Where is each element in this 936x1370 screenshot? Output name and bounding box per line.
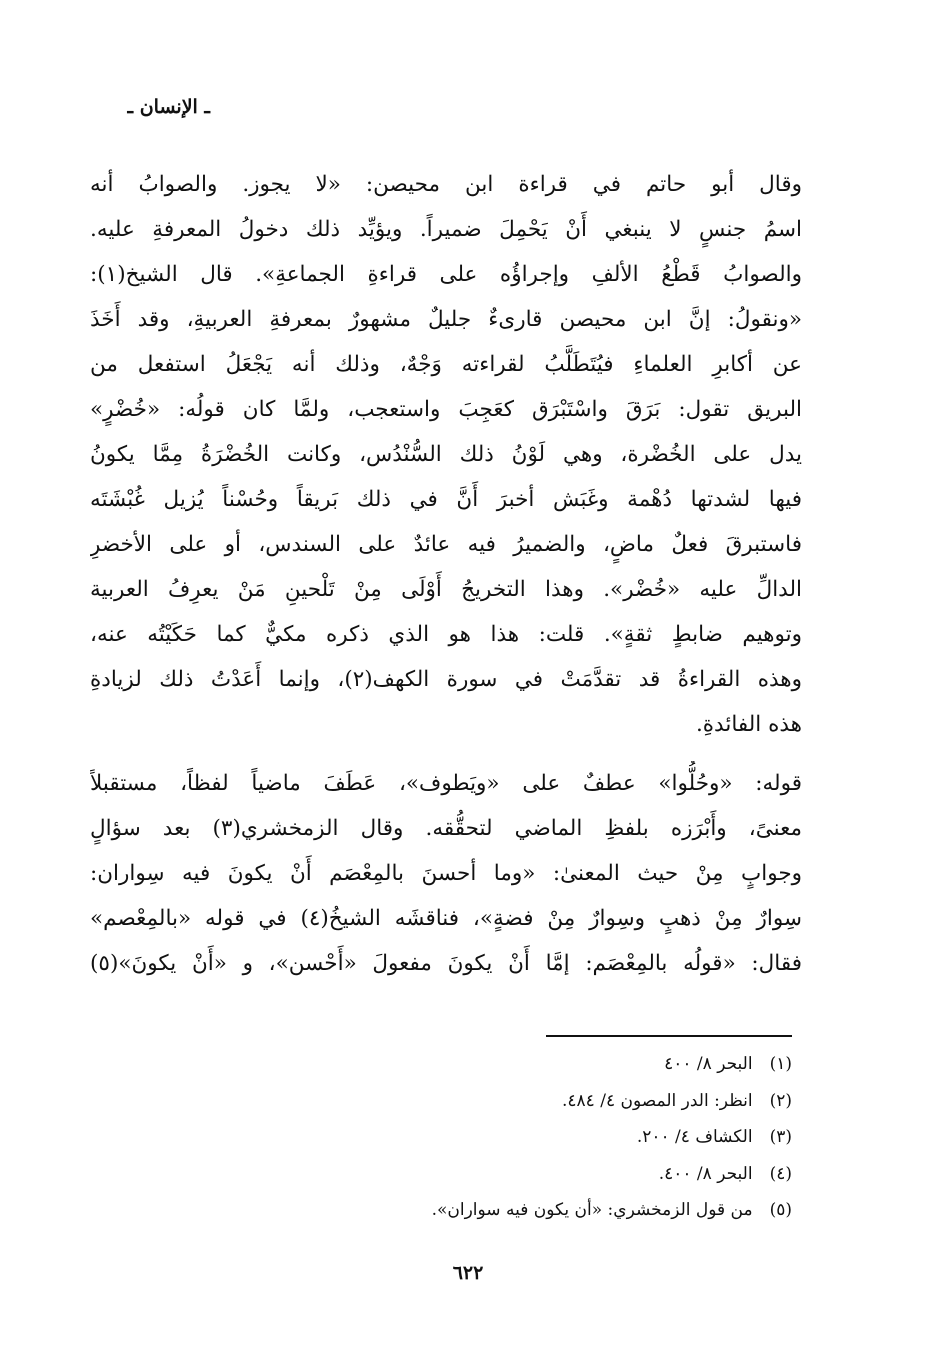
footnote	[380, 1046, 792, 1083]
footnote-number: (١)	[769, 1054, 792, 1074]
text-line: فقال: «قولُه بالمِعْصَم: إمَّا أَنْ يكونَ مفعولَ «أَحْسن»، و «أَنْ يكونَ»(٥)	[90, 951, 802, 976]
footnote-number: (٥)	[769, 1200, 792, 1220]
text-line: فيها لشدتها دُهْمة وغَبَش أخبرَ أَنَّ في ذلك بَريقاً وحُسْناً يُزيل غُبْشَتَه	[90, 487, 802, 512]
footnote-number: (٢)	[769, 1090, 792, 1111]
footnote-text: البحر ٨/ ٤٠٠.	[658, 1163, 753, 1184]
text-line: معنىً، وأَبْرَزه بلفظِ الماضي لتحقُّقه. وقال الزمخشري(٣) بعد سؤالٍ	[90, 816, 802, 841]
text-line: وقال أبو حاتم في قراءة ابن محيصن: «لا يجوز. والصوابُ أنه	[90, 172, 802, 197]
text-line: فاستبرقَ فعلٌ ماضٍ، والضميرُ فيه عائدٌ على السندس، أو على الأخضرِ	[90, 532, 802, 557]
footnote	[380, 1119, 792, 1156]
text-line: والصوابُ قَطْعُ الألفِ وإجراؤُه على قراءةِ الجماعةِ». قال الشيخ(١):	[90, 262, 802, 287]
text-line: قوله: «وحُلُّوا» عطفٌ على «ويَطوف»، عَطَفَ ماضياً لفظاً، مستقبلاً	[90, 771, 802, 796]
paragraph-1	[90, 162, 802, 747]
text-line: عن أكابرِ العلماءِ فيُتَطَلَّبُ لقراءته وَجْهٌ، وذلك أنه يَجْعَلُ استفعل من	[90, 352, 802, 377]
text-line: وهذه القراءةُ قد تقدَّمَتْ في سورة الكهف(٢)، وإنما أَعَدْتُ ذلك لزيادةِ	[90, 667, 802, 692]
footnote	[380, 1156, 792, 1193]
footnote-text: انظر: الدر المصون ٤/ ٤٨٤.	[562, 1090, 753, 1111]
text-line: وتوهيم ضابطٍ ثقةٍ». قلت: هذا هو الذي ذكره مكيٌّ كما حَكَيْتُه عنه،	[90, 622, 802, 647]
text-line: اسمُ جنسٍ لا ينبغي أَنْ يَحْمِلَ ضميراً. ويؤيِّد ذلك دخولُ المعرفةِ عليه.	[90, 217, 802, 242]
text-line: وجوابٍ مِنْ حيث المعنىٰ: «وما أحسنَ بالمِعْصَم أَنْ يكونَ فيه سِواران:	[90, 861, 802, 886]
running-header: ـ الإنسان ـ	[127, 96, 210, 118]
footnote-text: الكشاف ٤/ ٢٠٠.	[636, 1127, 753, 1147]
paragraph-gap	[90, 747, 802, 761]
footnote-separator	[546, 1035, 792, 1037]
footnote-number: (٣)	[769, 1127, 792, 1147]
footnote	[380, 1083, 792, 1120]
page-number: ٦٢٢	[452, 1262, 484, 1284]
footnote-text: البحر ٨/ ٤٠٠	[664, 1054, 753, 1074]
text-line: «ونقولُ: إنَّ ابن محيصن قارىءٌ جليلٌ مشهورٌ بمعرفةِ العربيةِ، وقد أَخَذَ	[90, 307, 802, 332]
footnote-text: من قول الزمخشري: «أن يكون فيه سواران».	[431, 1200, 753, 1220]
footnotes	[380, 1046, 792, 1229]
text-line: الدالِّ عليه «خُضْر». وهذا التخريجُ أَوْلَى مِنْ تَلْحينِ مَنْ يعرِفُ العربية	[90, 577, 802, 602]
text-line: هذه الفائدةِ.	[695, 712, 802, 737]
text-line: البريق تقول: بَرَقَ واسْتَبْرَق كعَجِبَ واستعجب، ولمَّا كان قولُه: «خُضْرٍ»	[90, 397, 802, 422]
footnote-number: (٤)	[769, 1163, 792, 1184]
text-line: يدل على الخُضْرة، وهي لَوْنُ ذلك السُّنْدُس، وكانت الخُضْرَةُ مِمَّا يكونُ	[90, 442, 802, 467]
footnote	[380, 1192, 792, 1229]
main-text	[90, 162, 802, 986]
paragraph-2	[90, 761, 802, 986]
text-line: سِوارٌ مِنْ ذهبٍ وسِوارٌ مِنْ فضةٍ»، فناقشَه الشيخُ(٤) في قوله «بالمِعْصم»	[90, 906, 802, 931]
